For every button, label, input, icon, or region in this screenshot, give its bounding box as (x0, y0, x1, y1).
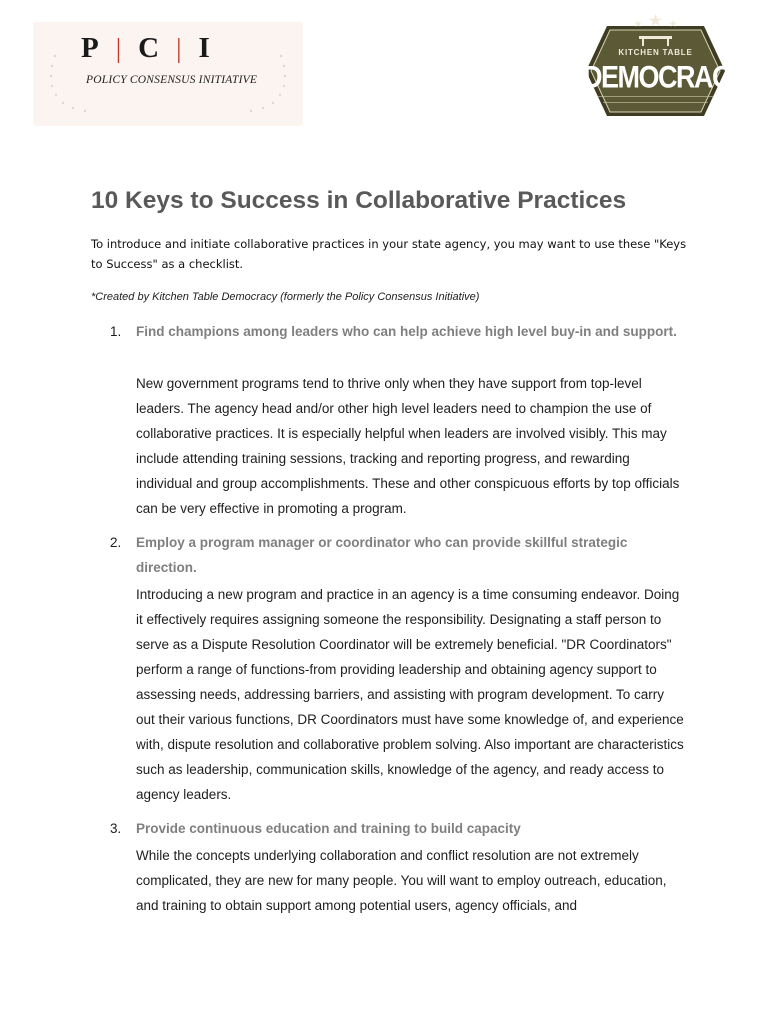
credit-note: *Created by Kitchen Table Democracy (formerly the Policy Consensus Initiative) (91, 291, 480, 303)
key-number: 1. (110, 324, 122, 339)
ktd-logo-wordmark: DEMOCRACY (583, 59, 747, 95)
pci-logo (33, 22, 303, 126)
key-body: New government programs tend to thrive only when they have support from top-level leaders. The agency head and/or other high level leaders need to champion the use of collaborative practices. It is especially helpful when leaders are involved visibly. This may include attending training sessions, tracking and reporting progress, and rewarding individual and group accomplishments. These and other conspicuous efforts by top officials can be very effective in promoting a program. (136, 376, 680, 516)
pci-separator: | (115, 33, 122, 63)
key-heading: Employ a program manager or coordinator who can provide skillful strategic direction. (136, 535, 628, 575)
document-title: 10 Keys to Success in Collaborative Practices (91, 187, 627, 214)
key-heading: Find champions among leaders who can help achieve high level buy-in and support. (136, 324, 677, 339)
pci-organization-name: POLICY CONSENSUS INITIATIVE (86, 74, 258, 86)
key-number: 3. (110, 821, 122, 836)
pci-letter-p: P (81, 32, 99, 64)
key-body: While the concepts underlying collaboration and conflict resolution are not extremely complicated, they are new for many people. You will want to employ outreach, education, and training to obtain support among potential users, agency officials, and (136, 848, 667, 913)
pci-letters (81, 32, 210, 65)
key-body: Introducing a new program and practice in an agency is a time consuming endeavor. Doing it effectively requires assigning someone the responsibility. Designating a staff person to serve as a Dispute Resolution Coordinator will be extremely beneficial. "DR Coordinators" perform a range of functions-from providing leadership and obtaining agency support to assessing needs, addressing barriers, and assisting with program development. To carry out their various functions, DR Coordinators must have some knowledge of, and experience with, dispute resolution and collaborative problem solving. Also important are characteristics such as leadership, communication skills, knowledge of the agency, and ready access to agency leaders. (136, 587, 684, 802)
pci-letter-c: C (138, 32, 160, 64)
pci-separator: | (176, 33, 182, 63)
ktd-logo-tagline: KITCHEN TABLE (618, 48, 693, 57)
intro-paragraph: To introduce and initiate collaborative practices in your state agency, you may want to use these "Keys to Success" as a checklist. (91, 237, 687, 271)
ktd-stars-icon (634, 14, 677, 27)
kitchen-table-democracy-logo (583, 12, 747, 130)
key-number: 2. (110, 535, 122, 550)
key-heading: Provide continuous education and training to build capacity (136, 821, 521, 836)
pci-letter-i: I (198, 32, 210, 64)
